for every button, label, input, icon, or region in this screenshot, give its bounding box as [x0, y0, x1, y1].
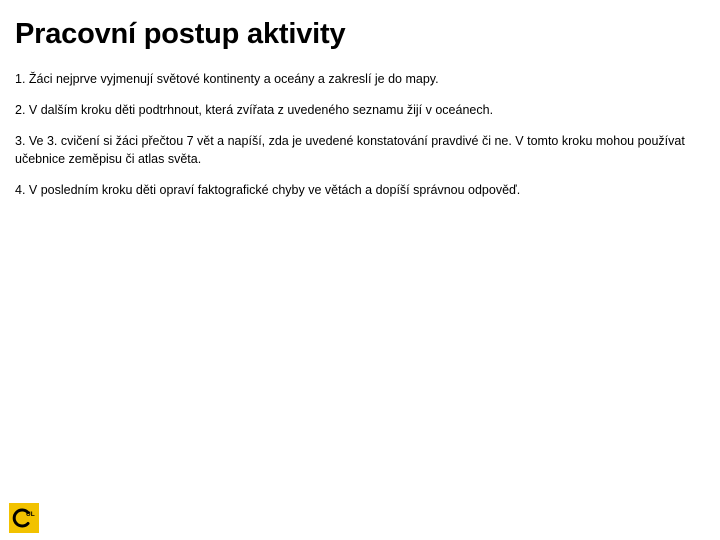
page-title: Pracovní postup aktivity — [15, 18, 346, 50]
step-item-3: 3. Ve 3. cvičení si žáci přečtou 7 vět a napíší, zda je uvedené konstatování pravdivé či ne. V tomto kroku mohou používat učebnice zeměpisu či atlas světa. — [15, 134, 685, 166]
circle-logo-icon — [9, 503, 39, 533]
step-item-2: 2. V dalším kroku děti podtrhnout, která zvířata z uvedeného seznamu žijí v oceánech. — [15, 103, 494, 117]
logo-text: UL — [26, 511, 35, 518]
activity-steps-list — [15, 70, 705, 212]
step-item-4: 4. V posledním kroku děti opraví faktografické chyby ve větách a dopíší správnou odpověď. — [15, 183, 521, 197]
logo — [9, 503, 39, 533]
step-item-1: 1. Žáci nejprve vyjmenují světové kontinenty a oceány a zakreslí je do mapy. — [15, 72, 439, 86]
